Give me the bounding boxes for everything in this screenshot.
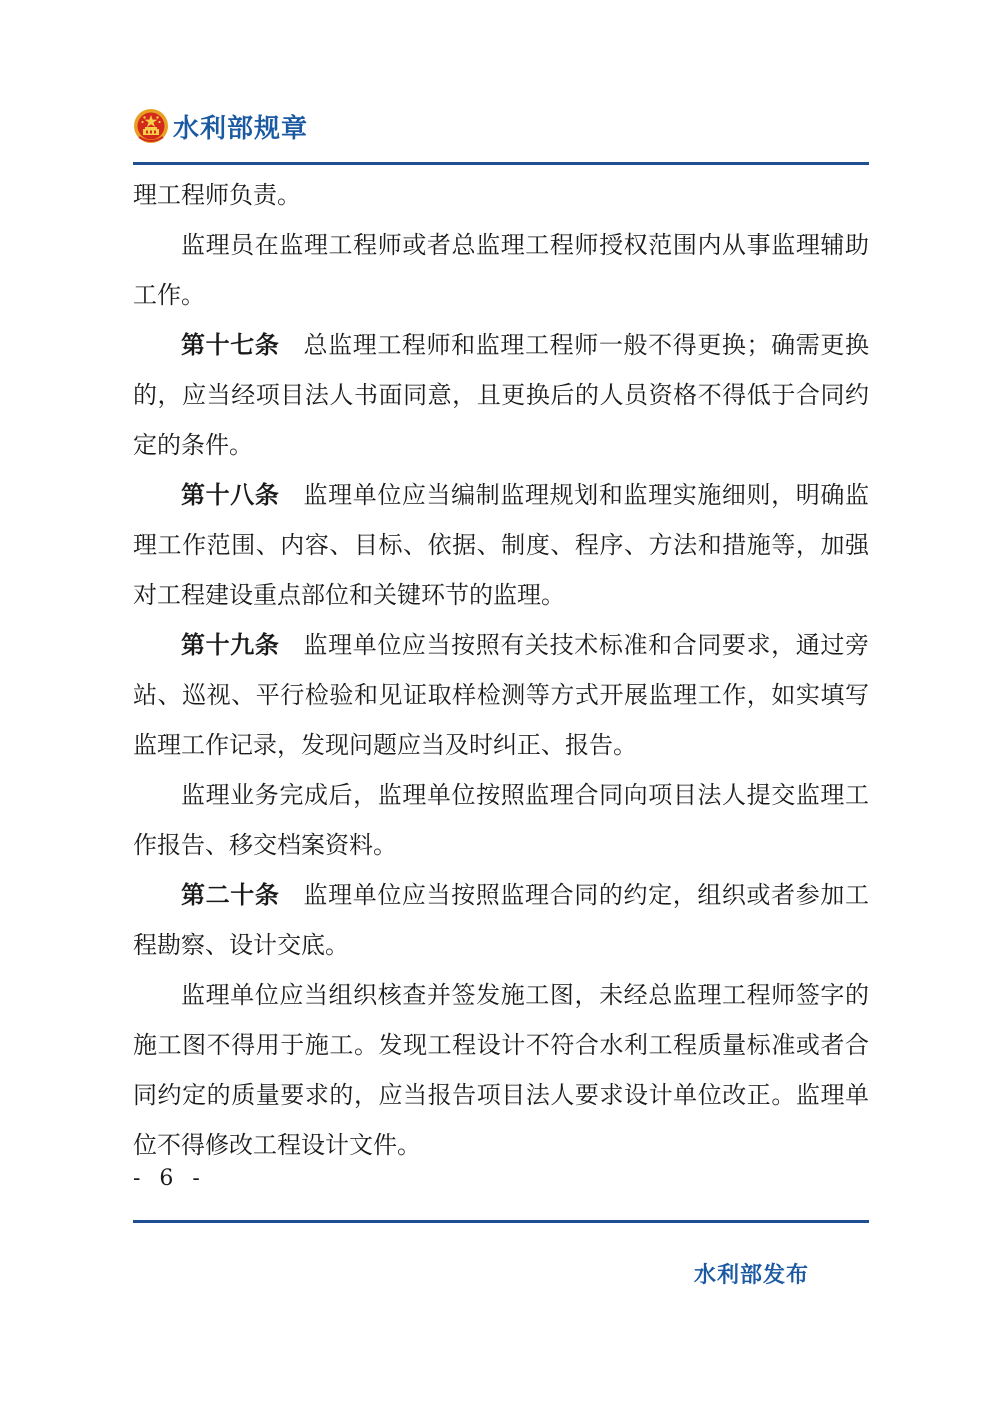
- article-19: [133, 620, 869, 770]
- paragraph-text: 监理业务完成后，监理单位按照监理合同向项目法人提交监理工作报告、移交档案资料。: [133, 781, 869, 859]
- header-rule: [133, 162, 869, 165]
- paragraph-text: 监理单位应当按照有关技术标准和合同要求，通过旁站、巡视、平行检验和见证取样检测等方式开展监理工作，如实填写监理工作记录，发现问题应当及时纠正、报告。: [133, 631, 870, 759]
- page-header: [133, 104, 308, 148]
- article-heading: 第二十条: [181, 881, 280, 909]
- page-number: - 6 -: [133, 1166, 206, 1191]
- article-18: [133, 470, 869, 620]
- paragraph-text: 监理单位应当编制监理规划和监理实施细则，明确监理工作范围、内容、目标、依据、制度、程序、方法和措施等，加强对工程建设重点部位和关键环节的监理。: [133, 481, 870, 609]
- paragraph: [133, 970, 869, 1170]
- paragraph-text: 监理单位应当按照监理合同的约定，组织或者参加工程勘察、设计交底。: [133, 881, 870, 959]
- article-20: [133, 870, 869, 970]
- header-title: 水利部规章: [173, 113, 309, 144]
- paragraph-text: 理工程师负责。: [133, 181, 301, 209]
- paragraph-text: 总监理工程师和监理工程师一般不得更换；确需更换的，应当经项目法人书面同意，且更换后的人员资格不得低于合同约定的条件。: [133, 331, 870, 459]
- article-heading: 第十八条: [181, 481, 280, 509]
- paragraph-text: 监理员在监理工程师或者总监理工程师授权范围内从事监理辅助工作。: [133, 231, 869, 309]
- article-heading: 第十九条: [181, 631, 280, 659]
- article-17: [133, 320, 869, 470]
- footer-rule: [133, 1220, 869, 1223]
- paragraph: [133, 770, 869, 870]
- paragraph-text: 监理单位应当组织核查并签发施工图，未经总监理工程师签字的施工图不得用于施工。发现工程设计不符合水利工程质量标准或者合同约定的质量要求的，应当报告项目法人要求设计单位改正。监理单位不得修改工程设计文件。: [133, 981, 869, 1159]
- paragraph: [133, 220, 869, 320]
- document-body: [133, 170, 869, 1170]
- footer-publisher: 水利部发布: [694, 1263, 810, 1288]
- national-emblem-icon: [133, 107, 169, 145]
- article-heading: 第十七条: [181, 331, 280, 359]
- paragraph: [133, 170, 869, 220]
